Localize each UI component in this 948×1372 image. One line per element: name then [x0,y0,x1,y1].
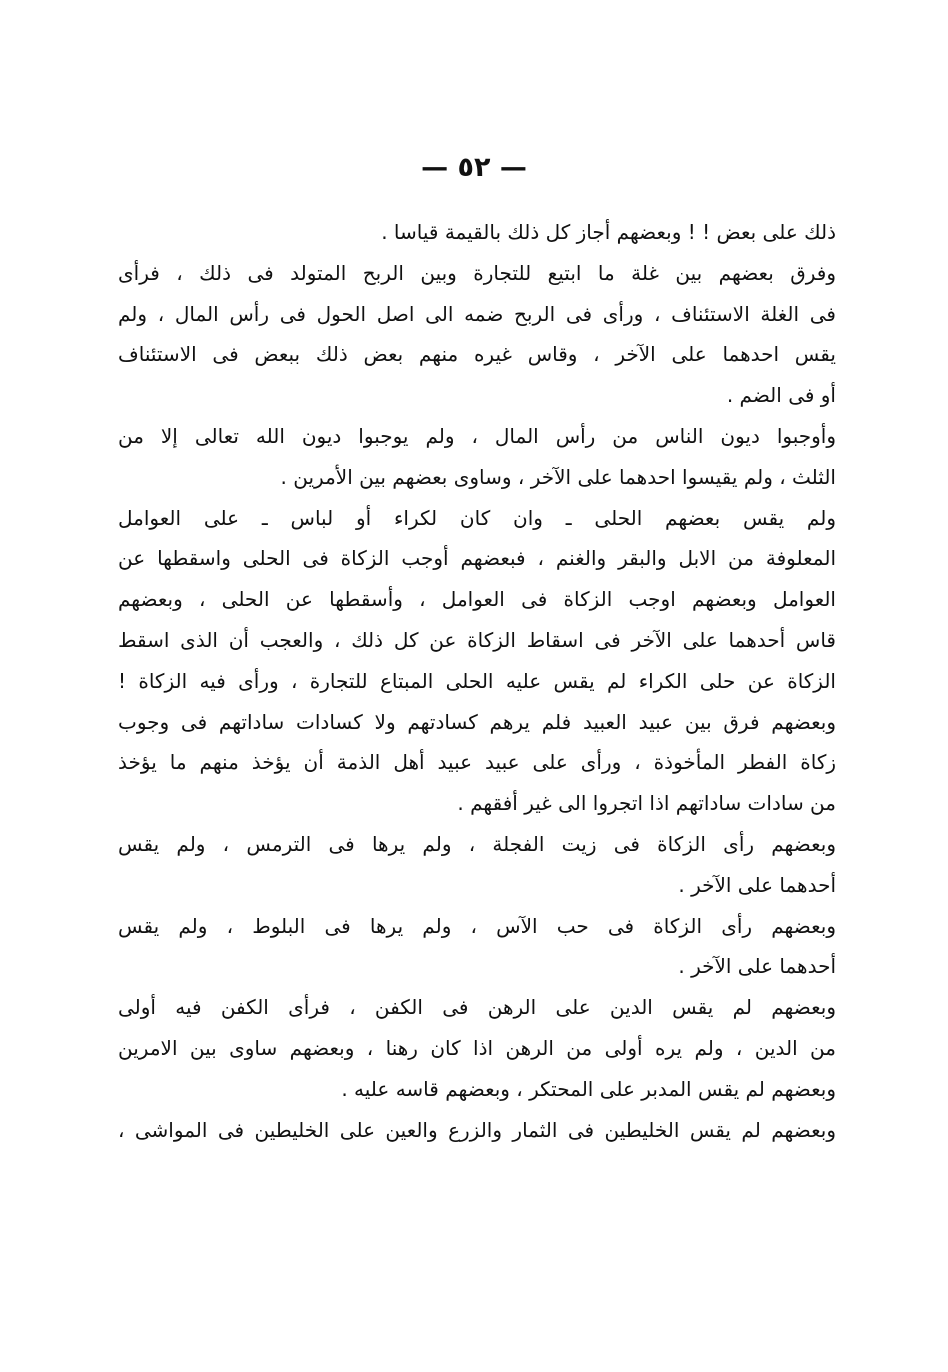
text-line: ولم يقس بعضهم الحلى ـ وان كان لكراء أو لباس ـ على العوامل [118,505,836,530]
text-line: أو فى الضم . [726,383,836,408]
text-line: وبعضهم رأى الزكاة فى حب الآس ، ولم يرها فى البلوط ، ولم يقس [118,913,836,938]
body-text [118,212,836,1150]
text-line: وبعضهم لم يقس الخليطين فى الثمار والزرع والعين على الخليطين فى المواشى ، [118,1117,836,1142]
text-line: زكاة الفطر المأخوذة ، ورأى على عبيد عبيد أهل الذمة أن يؤخذ منهم ما يؤخذ [118,750,836,775]
page-number: — ٥٢ — [421,152,527,183]
text-line: العوامل وبعضهم اوجب الزكاة فى العوامل ، وأسقطها عن الحلى ، وبعضهم [118,587,836,612]
text-line: الثلث ، ولم يقيسوا احدهما على الآخر ، وساوى بعضهم بين الأمرين . [280,464,836,489]
text-line: الزكاة عن حلى الكراء لم يقس عليه الحلى المبتاع للتجارة ، ورأى فيه الزكاة ! [118,668,836,693]
text-line: أحدهما على الآخر . [678,954,836,979]
text-line: قاس أحدهما على الآخر فى اسقاط الزكاة عن كل ذلك ، والعجب أن الذى اسقط [118,627,836,652]
text-line: وبعضهم فرق بين عبيد العبيد فلم يرهم كسادتهم ولا كسادات ساداتهم فى وجوب [118,709,836,734]
text-line: وبعضهم رأى الزكاة فى زيت الفجلة ، ولم يرها فى الترمس ، ولم يقس [118,831,836,856]
text-line: من سادات ساداتهم اذا اتجروا الى غير أفقهم . [457,791,836,816]
text-line: وفرق بعضهم بين غلة ما ابتيع للتجارة وبين الربح المتولد فى ذلك ، فرأى [118,260,836,285]
text-line: وبعضهم لم يقس الدين على الرهن فى الكفن ، فرأى الكفن فيه أولى [118,995,836,1020]
text-line: ذلك على بعض ! ! وبعضهم أجاز كل ذلك بالقيمة قياسا . [381,220,836,244]
text-line: وبعضهم لم يقس المدبر على المحتكر ، وبعضهم قاسه عليه . [341,1076,836,1101]
text-line: فى الغلة الاستئناف ، ورأى فى الربح ضمه الى اصل الحول فى رأس المال ، ولم [118,301,836,326]
text-line: المعلوفة من الابل والبقر والغنم ، فبعضهم أوجب الزكاة فى الحلى واسقطها عن [118,546,836,571]
text-line: وأوجبوا ديون الناس من رأس المال ، ولم يوجبوا ديون الله تعالى إلا من [118,423,836,448]
text-line: يقس احدهما على الآخر ، وقاس غيره منهم بعض ذلك ببعض فى الاستئناف [118,342,836,367]
text-line: أحدهما على الآخر . [678,872,836,897]
text-line: من الدين ، ولم يره أولى من الرهن اذا كان رهنا ، وبعضهم ساوى بين الامرين [118,1035,836,1060]
